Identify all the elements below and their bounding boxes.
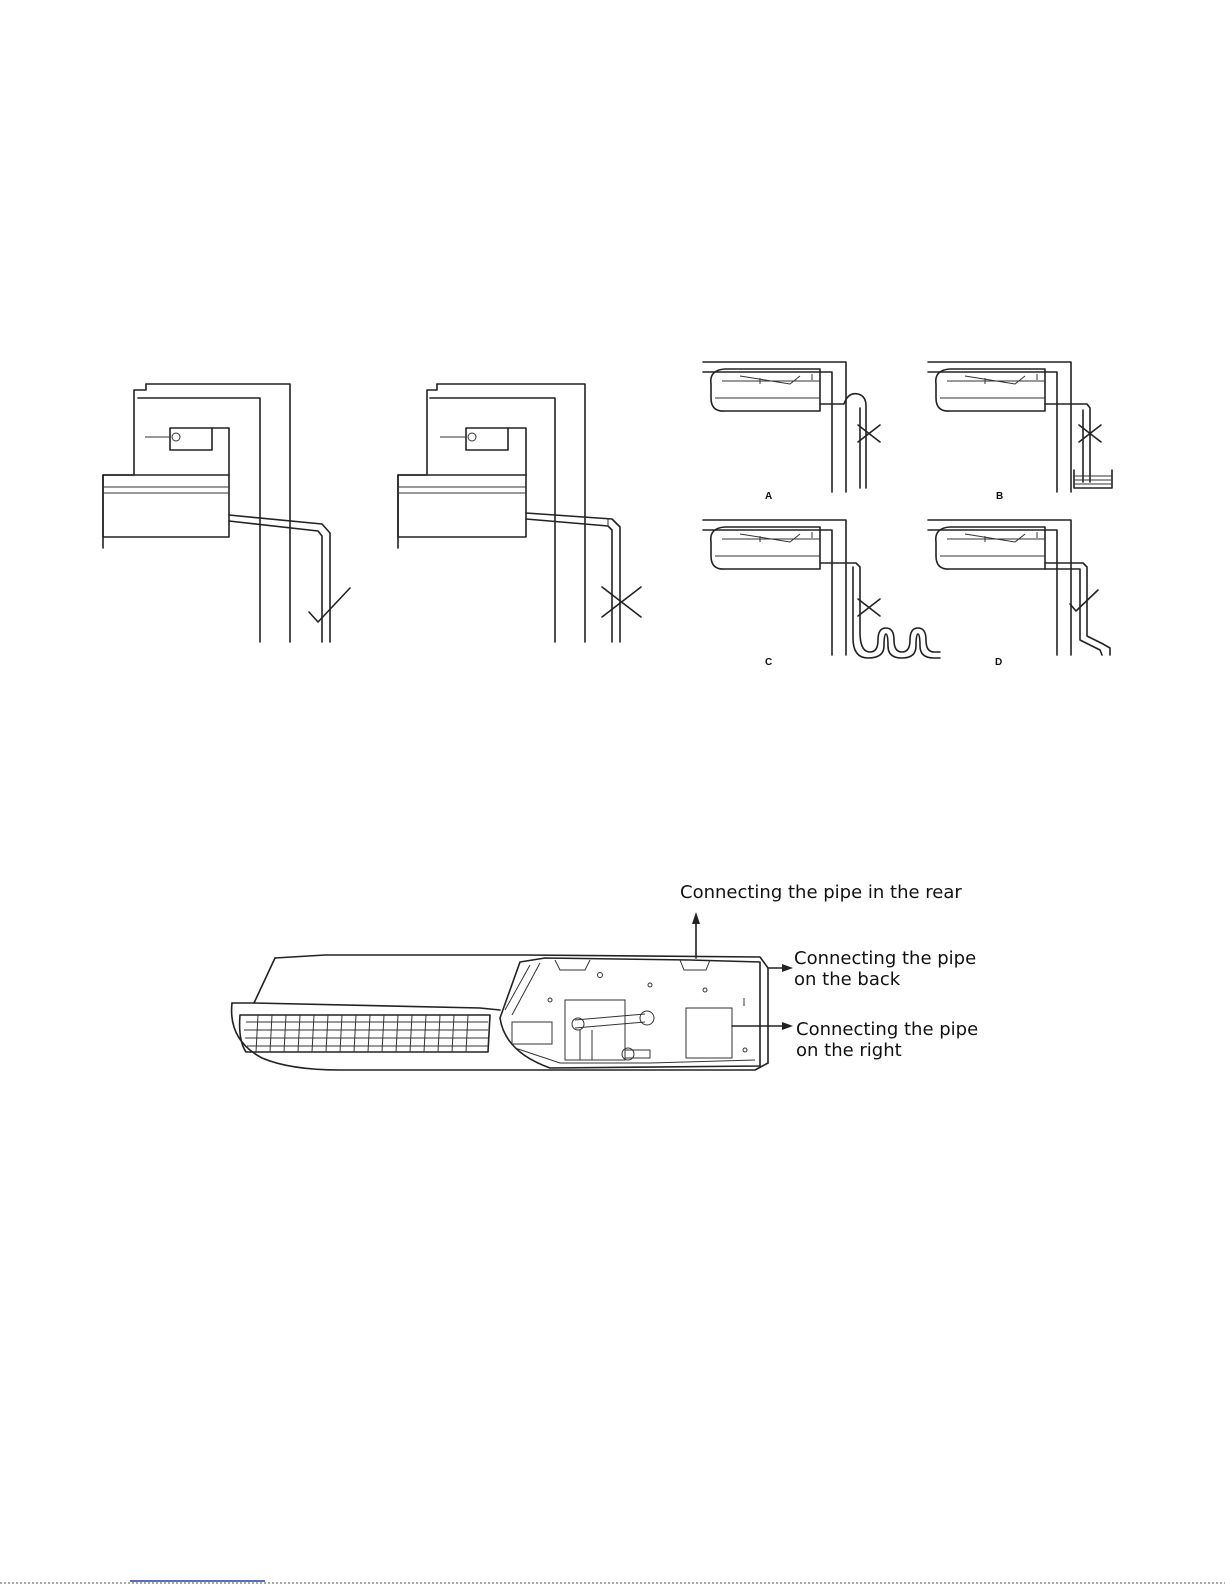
- cross-mark-icon: [602, 587, 641, 617]
- check-mark-icon: [1070, 590, 1098, 611]
- indoor-unit-drawing: [232, 955, 768, 1070]
- cross-mark-icon: [858, 425, 880, 442]
- footer-rule: [0, 1578, 1225, 1585]
- callout-rear: Connecting the pipe in the rear: [680, 882, 962, 903]
- label-d: D: [995, 657, 1003, 668]
- drain-variant-c: [703, 520, 940, 658]
- drain-slope-incorrect-panel: [398, 384, 641, 642]
- drain-variant-b: [928, 362, 1112, 492]
- label-b: B: [996, 491, 1004, 502]
- label-a: A: [765, 491, 773, 502]
- callout-back: Connecting the pipe on the back: [794, 948, 977, 990]
- drain-variant-a: [703, 362, 880, 492]
- callout-arrows: [692, 912, 793, 1030]
- callout-right: Connecting the pipe on the right: [796, 1019, 979, 1061]
- cross-mark-icon: [858, 599, 880, 616]
- drain-variant-d: [928, 520, 1110, 655]
- drain-slope-correct-panel: [103, 384, 350, 642]
- label-c: C: [765, 657, 773, 668]
